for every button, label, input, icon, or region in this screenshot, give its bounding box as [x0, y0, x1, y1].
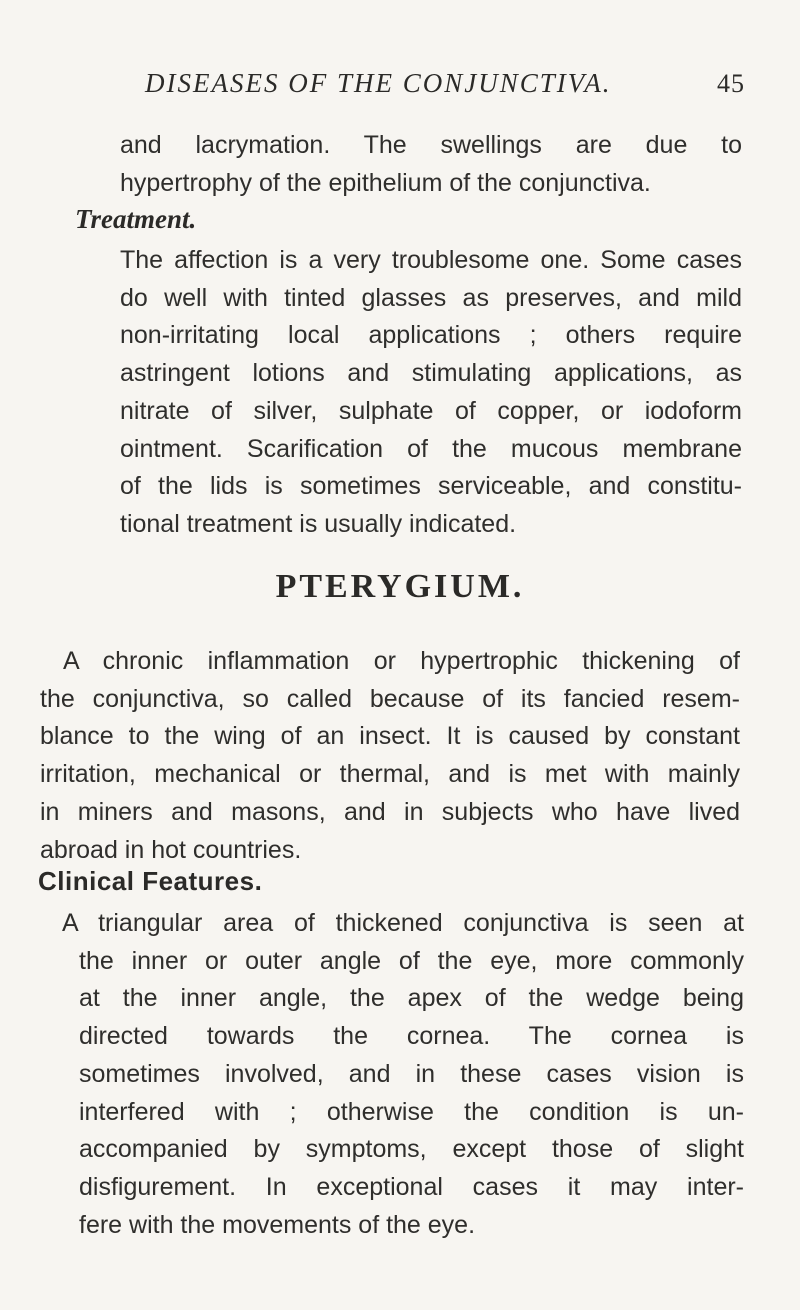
- treatment-line: do well with tinted glasses as preserves, and mild: [120, 283, 742, 312]
- clinical-line: disfigurement. In exceptional cases it may inter-: [79, 1172, 744, 1201]
- intro-line: and lacrymation. The swellings are due to: [120, 131, 742, 159]
- pterygium-line: the conjunctiva, so called because of its fancied resem-: [40, 684, 740, 713]
- clinical-line: at the inner angle, the apex of the wedge being: [79, 984, 744, 1013]
- clinical-line: fere with the movements of the eye.: [79, 1210, 476, 1239]
- treatment-line: ointment. Scarification of the mucous membrane: [120, 434, 742, 463]
- pterygium-paragraph: [40, 643, 740, 869]
- clinical-line: sometimes involved, and in these cases vision is: [79, 1059, 744, 1088]
- clinical-features-paragraph: [62, 905, 744, 1244]
- clinical-line: A triangular area of thickened conjunctiva is seen at: [62, 909, 744, 937]
- treatment-line: nitrate of silver, sulphate of copper, or iodoform: [120, 396, 742, 425]
- treatment-line: non-irritating local applications ; others require: [120, 321, 742, 350]
- pterygium-line: in miners and masons, and in subjects who have lived: [40, 797, 740, 826]
- page-number: 45: [717, 69, 745, 98]
- treatment-line: astringent lotions and stimulating applications, as: [120, 359, 742, 388]
- treatment-paragraph: [120, 242, 742, 544]
- running-head: [145, 68, 745, 104]
- clinical-line: interfered with ; otherwise the condition is un-: [79, 1097, 744, 1126]
- intro-line: hypertrophy of the epithelium of the conjunctiva.: [120, 168, 651, 197]
- treatment-line: tional treatment is usually indicated.: [120, 509, 517, 538]
- pterygium-line: blance to the wing of an insect. It is caused by constant: [40, 722, 740, 751]
- treatment-line: The affection is a very troublesome one. Some cases: [120, 246, 742, 274]
- section-title-pterygium: PTERYGIUM.: [275, 568, 525, 605]
- clinical-line: accompanied by symptoms, except those of slight: [79, 1135, 744, 1164]
- clinical-line: directed towards the cornea. The cornea is: [79, 1022, 744, 1051]
- pterygium-line: A chronic inflammation or hypertrophic thickening of: [63, 647, 740, 675]
- intro-paragraph: [120, 127, 742, 202]
- treatment-heading: Treatment.: [75, 204, 197, 234]
- treatment-line: of the lids is sometimes serviceable, and constitu-: [120, 472, 742, 501]
- pterygium-line: abroad in hot countries.: [40, 835, 302, 864]
- clinical-features-heading: Clinical Features.: [38, 866, 263, 896]
- clinical-line: the inner or outer angle of the eye, more commonly: [79, 946, 744, 975]
- running-title: DISEASES OF THE CONJUNCTIVA.: [145, 68, 612, 98]
- pterygium-line: irritation, mechanical or thermal, and is met with mainly: [40, 760, 740, 789]
